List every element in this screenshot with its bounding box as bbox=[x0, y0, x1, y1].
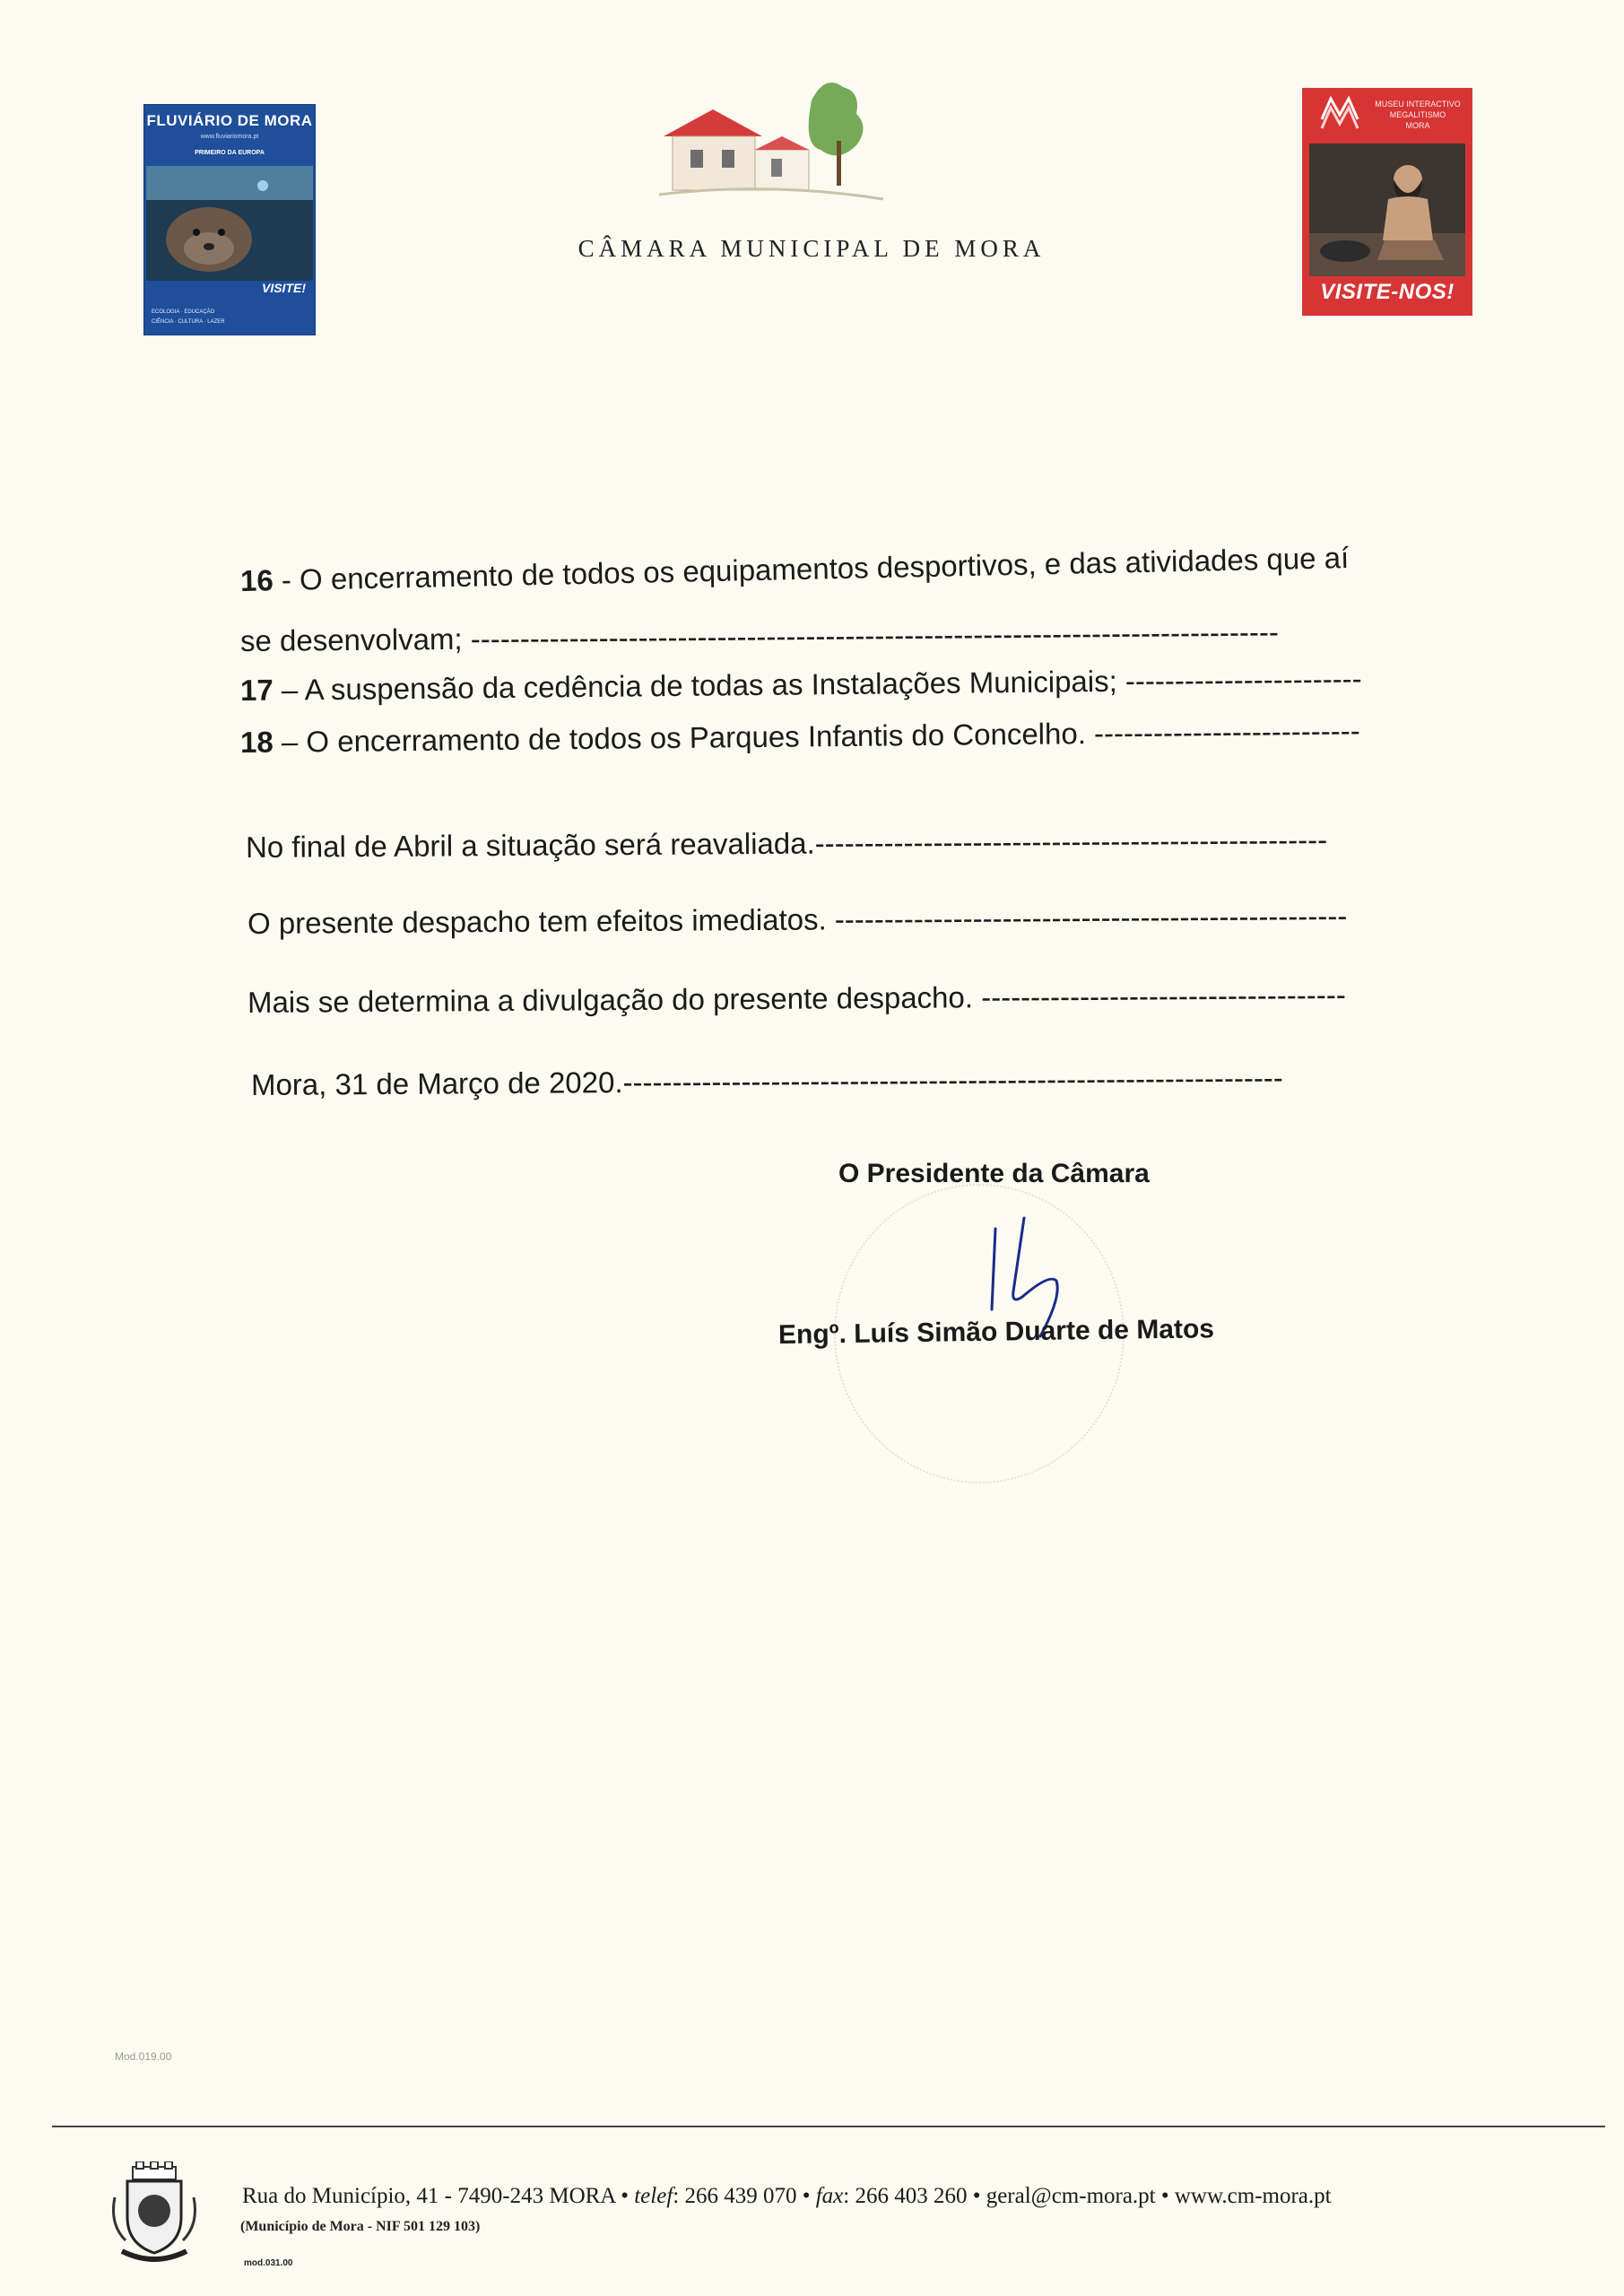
item-16-text: - O encerramento de todos os equipamentos desportivos, e das atividades que aí bbox=[273, 541, 1350, 597]
paragraph-immediate-effect: O presente despacho tem efeitos imediatos. ---------------------------------------------------- bbox=[247, 899, 1348, 940]
signatory-name: Engº. Luís Simão Duarte de Matos bbox=[777, 1314, 1215, 1350]
town-hall-illustration bbox=[659, 65, 888, 222]
item-16-number: 16 bbox=[239, 563, 274, 597]
item-16-line-2: se desenvolvam; ---------------------------------------------------------------------------------- bbox=[239, 614, 1280, 657]
municipality-name: CÂMARA MUNICIPAL DE MORA bbox=[578, 235, 1046, 262]
form-code: Mod.019.00 bbox=[115, 2050, 172, 2063]
item-18 bbox=[240, 713, 1360, 761]
advert-visit: VISITE! bbox=[261, 281, 306, 295]
museum-visit: VISITE-NOS! bbox=[1320, 280, 1455, 304]
museum-name: MUSEU INTERACTIVO MEGALITISMO MORA bbox=[1375, 100, 1461, 130]
advert-title: FLUVIÁRIO DE MORA bbox=[146, 112, 313, 129]
item-18-text: – O encerramento de todos os Parques Infantis do Concelho. --------------------------- bbox=[273, 713, 1360, 759]
document-date: Mora, 31 de Março de 2020.------------------------------------------------------------------- bbox=[250, 1060, 1283, 1101]
item-17-text: – A suspensão da cedência de todas as Instalações Municipais; ------------------------ bbox=[273, 661, 1362, 707]
footer-form-code: mod.031.00 bbox=[244, 2258, 293, 2268]
item-18-number: 18 bbox=[239, 725, 274, 759]
otter-photo bbox=[146, 166, 313, 281]
caveman-photo bbox=[1309, 144, 1465, 276]
paragraph-disclosure: Mais se determina a divulgação do presente despacho. ------------------------------------- bbox=[247, 978, 1346, 1019]
municipal-coat-of-arms-icon bbox=[106, 2161, 203, 2266]
footer-divider bbox=[52, 2126, 1605, 2127]
footer-contacts: Rua do Município, 41 - 7490-243 MORA • telef: 266 439 070 • fax: 266 403 260 • geral@cm-mora.pt • www.cm-mora.pt bbox=[242, 2184, 1332, 2208]
item-16-line-1 bbox=[240, 540, 1350, 599]
item-17 bbox=[240, 661, 1362, 709]
advert-tags: ECOLOGIA · EDUCAÇÃO CIÊNCIA · CULTURA · LAZER bbox=[152, 309, 225, 325]
footer-nif: (Município de Mora - NIF 501 129 103) bbox=[240, 2219, 481, 2234]
advert-subtitle: PRIMEIRO DA EUROPA bbox=[195, 150, 265, 156]
museum-advert bbox=[1302, 88, 1472, 316]
advert-url: www.fluviariomora.pt bbox=[200, 134, 259, 140]
fluviario-advert bbox=[143, 104, 316, 335]
signature-title: O Presidente da Câmara bbox=[838, 1159, 1150, 1188]
paragraph-reevaluation: No final de Abril a situação será reavaliada.---------------------------------------------------- bbox=[245, 822, 1328, 864]
item-17-number: 17 bbox=[239, 673, 274, 707]
